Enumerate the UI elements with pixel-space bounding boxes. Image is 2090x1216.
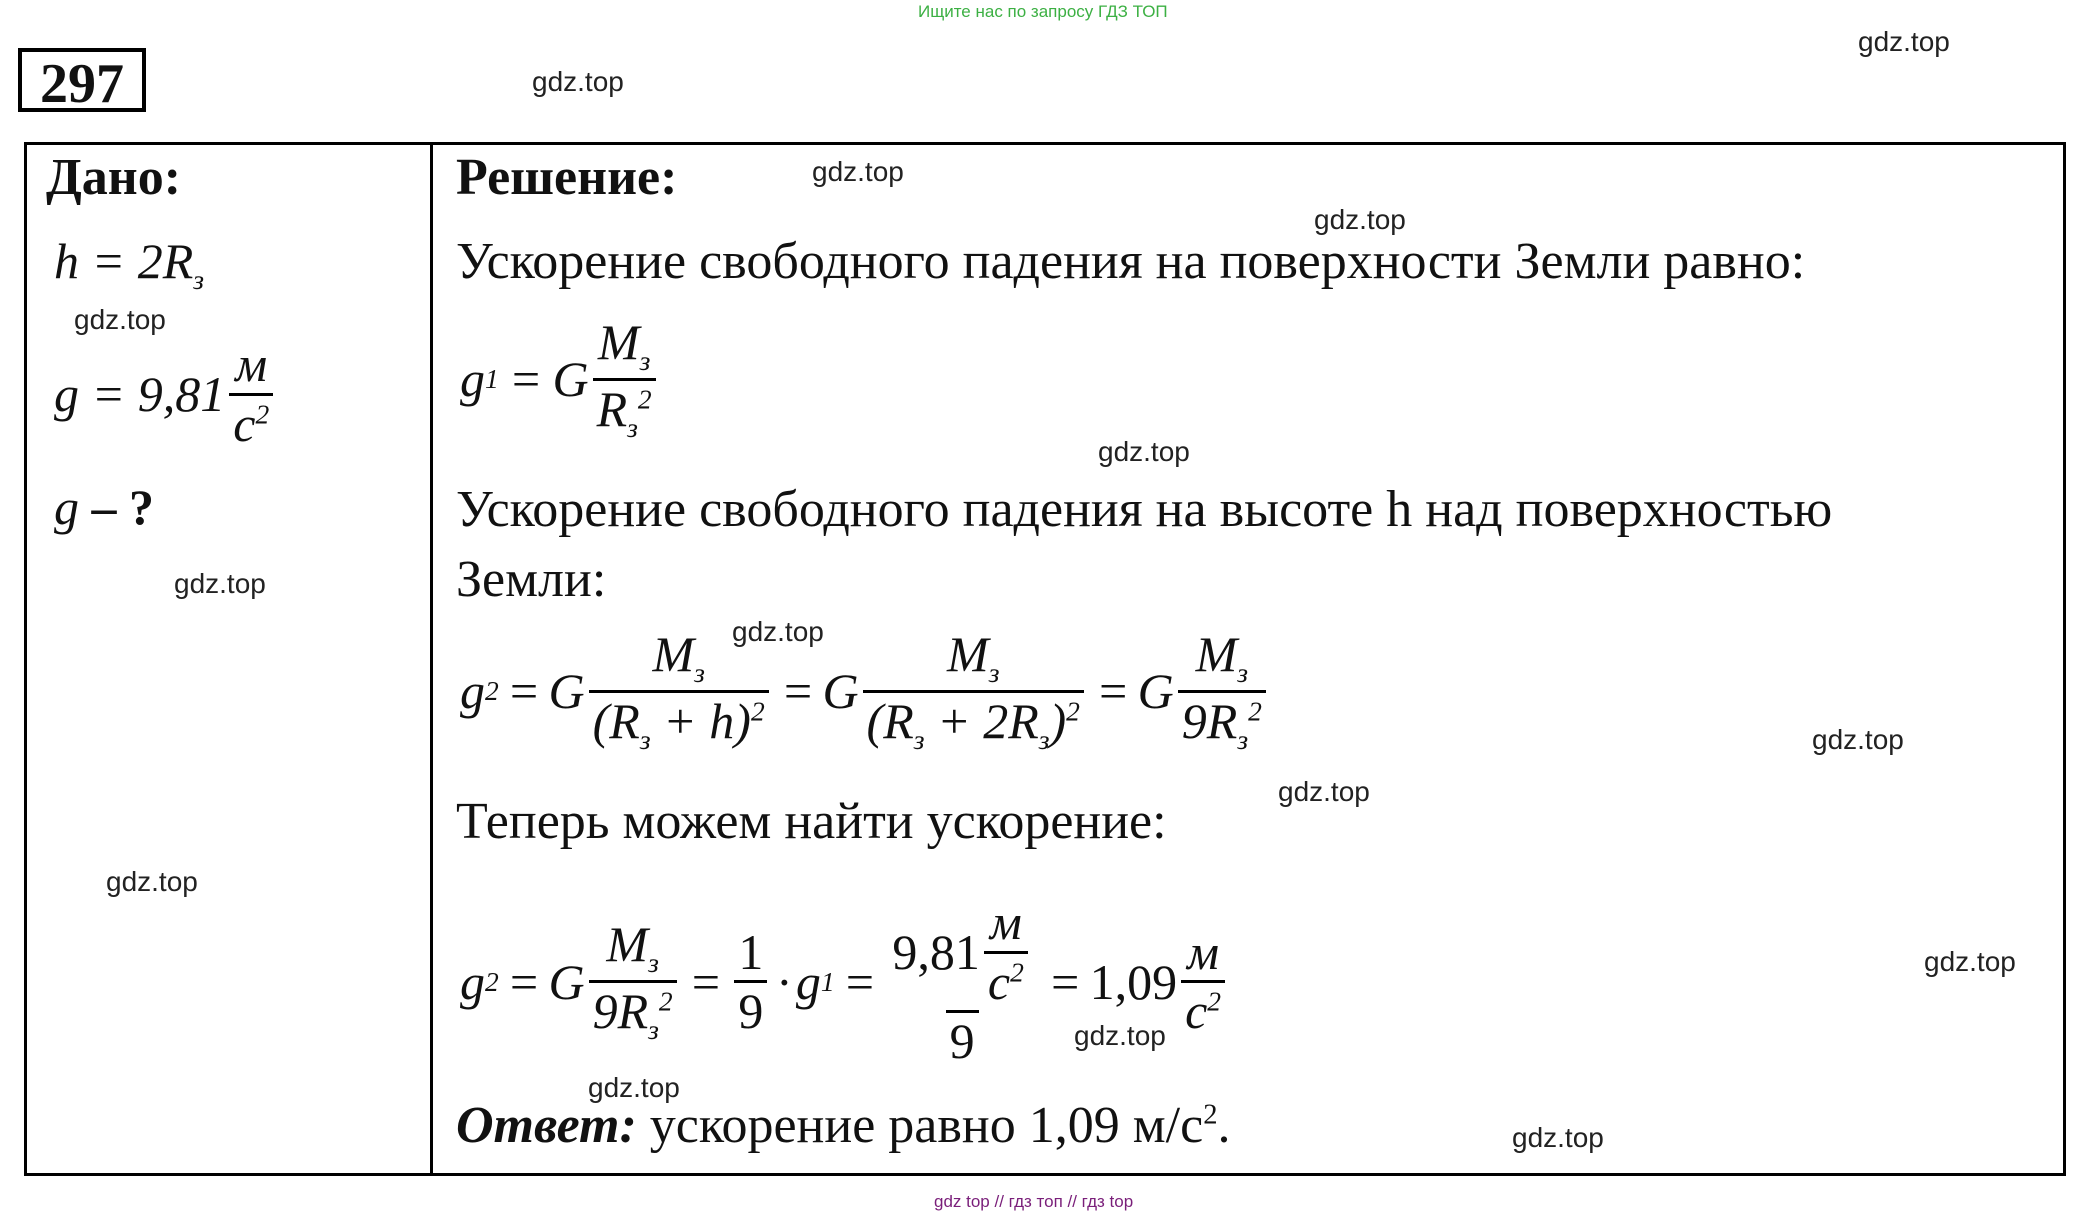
problem-number: 297 [18,48,146,112]
watermark: gdz.top [1924,946,2016,977]
watermark: gdz.top [588,1072,680,1103]
watermark: gdz.top [174,568,266,599]
watermark: gdz.top [812,156,904,187]
watermark: gdz.top [532,66,624,97]
watermark: gdz.top [1812,724,1904,755]
bottom-note: gdz top // гдз топ // гдз top [934,1192,1134,1211]
given-g: g = 9,81 $\frac{м}{c^2}$ [54,338,277,450]
solution-line-1: Ускорение свободного падения на поверхности Земли равно: [456,233,1806,290]
solution-line-2: Ускорение свободного падения на высоте h над поверхностью [456,481,1833,538]
solution-line-3: Земли: [456,551,607,608]
watermark: gdz.top [1512,1122,1604,1153]
equation-final: g 2 = G $\frac{M_з}{9R_з^2}$ = $\frac{1}{9}$ · g 1 = 9,81 $\frac{м}{c^2}$ 9 = 1,09 $\frac{м}{c^2}$ [460,896,1229,1068]
given-find: g – ? [54,479,154,535]
answer-line: Ответ: ускорение равно 1,09 $м/с^2$. [456,1097,1231,1154]
watermark: gdz.top [74,304,166,335]
column-divider [430,142,433,1176]
solution-line-4: Теперь можем найти ускорение: [456,793,1167,850]
watermark: gdz.top [1098,436,1190,467]
watermark: gdz.top [106,866,198,897]
given-header: Дано: [46,149,182,206]
watermark: gdz.top [732,616,824,647]
watermark: gdz.top [1858,26,1950,57]
given-h: $h = 2R_з$ [54,233,205,295]
solution-header: Решение: [456,149,678,206]
watermark: gdz.top [1074,1020,1166,1051]
watermark: gdz.top [1278,776,1370,807]
watermark: gdz.top [1314,204,1406,235]
top-promo-note: Ищите нас по запросу ГДЗ ТОП [918,2,1168,21]
equation-g1: g 1 = G $\frac{M_з}{R_з^2}$ [460,316,660,443]
equation-g2: g 2 = G $\frac{M_з}{(R_з + h)^2}$ = G $\frac{M_з}{(R_з + 2R_з)^2}$ = G $\frac{M_з}{9R_з^2}$ [460,628,1270,755]
